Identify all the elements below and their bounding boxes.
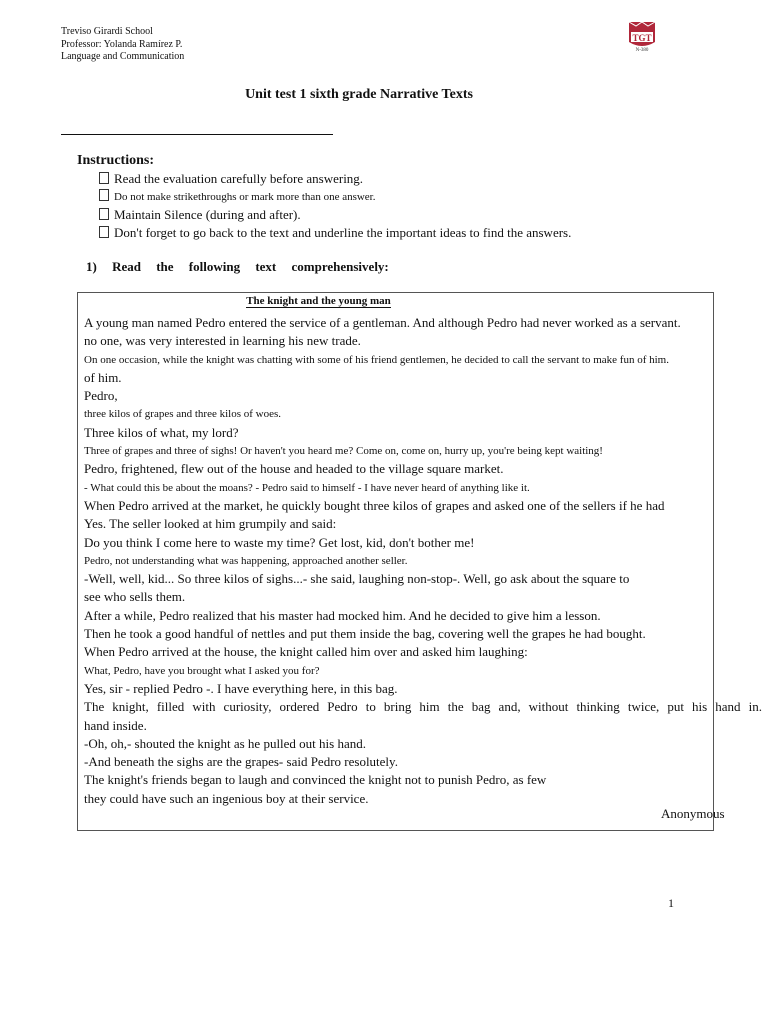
instruction-item [99, 206, 571, 224]
instruction-text: Don't forget to go back to the text and underline the important ideas to find the answers. [114, 225, 572, 240]
school-header [61, 26, 184, 64]
story-line: The knight, filled with curiosity, ordered Pedro to bring him the bag and, without thinking twice, put his hand in. [84, 699, 762, 715]
page-number: 1 [668, 896, 674, 910]
story-line: see who sells them. [84, 589, 186, 605]
professor-name: Professor: Yolanda Ramírez P. [61, 38, 183, 50]
checkbox-icon [99, 226, 109, 238]
subject-name: Language and Communication [61, 51, 185, 62]
story-line: Then he took a good handful of nettles and put them inside the bag, covering well the grapes he had bought. [84, 626, 646, 642]
instruction-text: Read the evaluation carefully before answering. [114, 171, 364, 186]
story-title [0, 295, 637, 307]
story-line: three kilos of grapes and three kilos of woes. [84, 408, 282, 421]
instruction-item [99, 170, 571, 188]
story-line: of him. [84, 369, 122, 385]
story-line: -And beneath the sighs are the grapes- said Pedro resolutely. [84, 754, 398, 770]
story-line: A young man named Pedro entered the service of a gentleman. And although Pedro had never worked as a servant. [84, 315, 681, 330]
story-line: Yes, sir - replied Pedro -. I have everything here, in this bag. [84, 680, 398, 696]
story-line: What, Pedro, have you brought what I asked you for? [84, 664, 320, 677]
story-line: On one occasion, while the knight was chatting with some of his friend gentlemen, he decided to call the servant to make fun of him. [84, 353, 669, 366]
story-line: Yes. The seller looked at him grumpily and said: [84, 516, 337, 532]
school-logo [626, 20, 658, 54]
name-blank-line [61, 134, 333, 135]
story-line: -Well, well, kid... So three kilos of sighs...- she said, laughing non-stop-. Well, go ask about the square to [84, 571, 630, 587]
instruction-item [99, 224, 571, 242]
school-name: Treviso Girardi School [61, 26, 153, 37]
story-title-text: The knight and the young man [246, 295, 391, 307]
story-text [84, 314, 762, 808]
story-line: Pedro, frightened, flew out of the house and headed to the village square market. [84, 461, 504, 477]
story-line: Three of grapes and three of sighs! Or haven't you heard me? Come on, come on, hurry up, you're being kept waiting! [84, 445, 603, 458]
story-line: When Pedro arrived at the house, the knight called him over and asked him laughing: [84, 644, 528, 660]
checkbox-icon [99, 208, 109, 220]
story-line: Three kilos of what, my lord? [84, 424, 239, 440]
instructions-list [99, 170, 571, 242]
story-line: The knight's friends began to laugh and convinced the knight not to punish Pedro, as few [84, 772, 547, 788]
instruction-text: Maintain Silence (during and after). [114, 207, 301, 222]
instruction-text: Do not make strikethroughs or mark more than one answer. [114, 191, 376, 203]
story-line: Pedro, not understanding what was happening, approached another seller. [84, 554, 408, 567]
question-1-heading: 1) Read the following text comprehensively: [86, 259, 389, 274]
story-line: After a while, Pedro realized that his master had mocked him. And he decided to give him a lesson. [84, 607, 601, 623]
checkbox-icon [99, 172, 109, 184]
story-line: they could have such an ingenious boy at their service. [84, 790, 369, 806]
instructions-heading: Instructions: [77, 153, 155, 168]
story-line: When Pedro arrived at the market, he quickly bought three kilos of grapes and asked one of the sellers if he had [84, 497, 665, 513]
story-line: no one, was very interested in learning his new trade. [84, 333, 361, 349]
instruction-item [99, 188, 571, 206]
page-title: Unit test 1 sixth grade Narrative Texts [245, 87, 473, 102]
story-line: Pedro, [84, 388, 118, 404]
story-line: Do you think I come here to waste my time? Get lost, kid, don't bother me! [84, 534, 475, 550]
story-line: hand inside. [84, 717, 147, 733]
logo-subtext: N-380 [635, 48, 649, 53]
logo-text: TGT [632, 33, 652, 43]
story-line: -Oh, oh,- shouted the knight as he pulled out his hand. [84, 735, 366, 751]
story-author: Anonymous [661, 806, 725, 821]
story-line: - What could this be about the moans? - Pedro said to himself - I have never heard of anything like it. [84, 481, 530, 494]
checkbox-icon [99, 189, 109, 201]
